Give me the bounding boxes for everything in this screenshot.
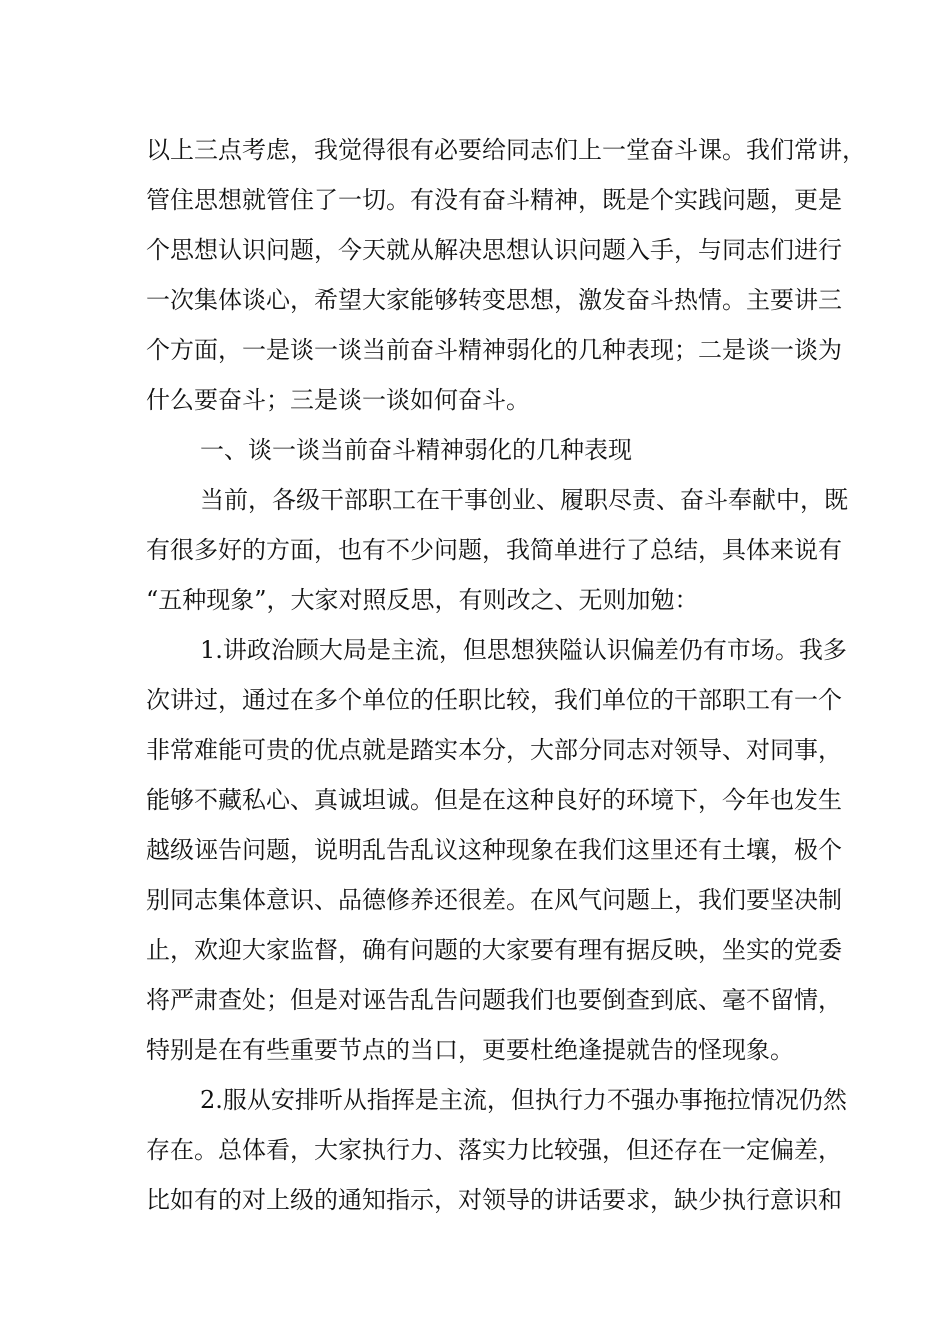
paragraph-line: 别同志集体意识、品德修养还很差。在风气问题上，我们要坚决制 [146, 886, 842, 914]
paragraph-line: 什么要奋斗；三是谈一谈如何奋斗。 [146, 386, 530, 414]
paragraph-line: 越级诬告问题，说明乱告乱议这种现象在我们这里还有土壤，极个 [146, 836, 842, 864]
paragraph-line: “五种现象”，大家对照反思，有则改之、无则加勉： [146, 586, 699, 614]
paragraph-line: 一次集体谈心，希望大家能够转变思想，激发奋斗热情。主要讲三 [146, 286, 842, 314]
paragraph-line: 当前，各级干部职工在干事创业、履职尽责、奋斗奉献中，既 [200, 486, 848, 514]
paragraph-line: 非常难能可贵的优点就是踏实本分，大部分同志对领导、对同事， [146, 736, 842, 764]
paragraph-line: 个方面，一是谈一谈当前奋斗精神弱化的几种表现；二是谈一谈为 [146, 336, 842, 364]
list-item-heading: 2.服从安排听从指挥是主流，但执行力不强办事拖拉情况仍然 [200, 1086, 847, 1114]
paragraph-line: 比如有的对上级的通知指示，对领导的讲话要求，缺少执行意识和 [146, 1186, 842, 1214]
paragraph-line: 个思想认识问题，今天就从解决思想认识问题入手，与同志们进行 [146, 236, 842, 264]
paragraph-line: 次讲过，通过在多个单位的任职比较，我们单位的干部职工有一个 [146, 686, 842, 714]
paragraph-line: 有很多好的方面，也有不少问题，我简单进行了总结，具体来说有 [146, 536, 842, 564]
paragraph-line: 特别是在有些重要节点的当口，更要杜绝逢提就告的怪现象。 [146, 1036, 794, 1064]
paragraph-line: 存在。总体看，大家执行力、落实力比较强，但还存在一定偏差， [146, 1136, 842, 1164]
paragraph-line: 能够不藏私心、真诚坦诚。但是在这种良好的环境下，今年也发生 [146, 786, 842, 814]
paragraph-line: 将严肃查处；但是对诬告乱告问题我们也要倒查到底、毫不留情， [146, 986, 842, 1014]
list-item-heading: 1.讲政治顾大局是主流，但思想狭隘认识偏差仍有市场。我多 [200, 636, 847, 664]
paragraph-line: 管住思想就管住了一切。有没有奋斗精神，既是个实践问题，更是 [146, 186, 842, 214]
paragraph-line: 止，欢迎大家监督，确有问题的大家要有理有据反映，坐实的党委 [146, 936, 842, 964]
paragraph-line: 以上三点考虑，我觉得很有必要给同志们上一堂奋斗课。我们常讲， [146, 136, 866, 164]
section-heading: 一、谈一谈当前奋斗精神弱化的几种表现 [200, 436, 632, 464]
